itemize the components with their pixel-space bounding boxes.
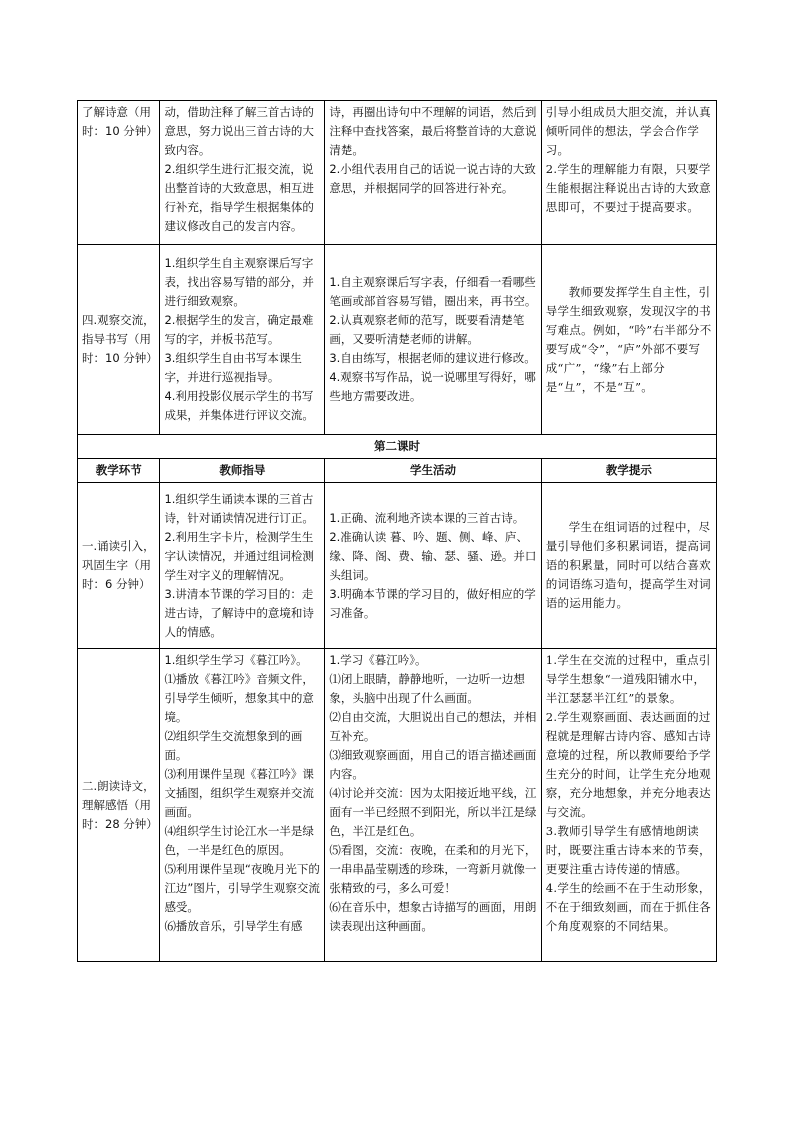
student-text: 诗，再圈出诗句中不理解的词语，然后到注释中查找答案，最后将整首诗的大意说清楚。	[329, 105, 537, 157]
student-cell	[325, 483, 541, 649]
student-text: ⑴闭上眼睛，静静地听，一边听一边想象，头脑中出现了什么画面。	[329, 672, 525, 705]
teacher-cell	[160, 483, 325, 649]
tips-text: 3.教师引导学生有感情地朗读时，既要注重古诗本来的节奏，更要注重古诗传递的情感。	[545, 824, 711, 876]
table-row	[78, 101, 717, 245]
student-cell	[325, 649, 541, 962]
student-text: ⑶细致观察画面，用自己的语言描述画面内容。	[329, 748, 537, 781]
stage-label: 二.朗读诗文，理解感悟（用时：28 分钟）	[82, 778, 158, 831]
student-text: ⑸看图，交流：夜晚，在柔和的月光下，一串串晶莹剔透的珍珠，一弯新月就像一张精致的弓，多么可爱！	[329, 843, 537, 895]
teacher-text: 3.组织学生自由书写本课生字，并进行巡视指导。	[164, 351, 302, 384]
teacher-text: ⑴播放《暮江吟》音频文件，引导学生倾听，想象其中的意境。	[164, 672, 314, 724]
tips-text: 2.学生的理解能力有限，只要学生能根据注释说出古诗的大致意思即可，不要过于提高要求。	[545, 162, 711, 214]
teacher-text: 动，借助注释了解三首古诗的意思，努力说出三首古诗的大致内容。	[164, 105, 314, 157]
tips-text: 学生在组词语的过程中，尽量引导他们多积累词语，提高词语的积累量，同时可以结合喜欢的词语练习造句，提高学生对词语的运用能力。	[545, 520, 711, 610]
teacher-text: 1.组织学生学习《暮江吟》。	[164, 653, 308, 667]
header-stage: 教学环节	[78, 459, 160, 483]
teacher-text: ⑹播放音乐，引导学生有感	[164, 919, 303, 933]
tips-cell	[541, 101, 716, 245]
student-text: 1.自主观察课后写字表，仔细看一看哪些笔画或部首容易写错，圈出来，再书空。	[329, 275, 537, 308]
student-text: 2.准确认读 暮、吟、题、侧、峰、庐、缘、降、阁、费、输、瑟、骚、逊。并口头组词。	[329, 529, 537, 582]
header-tips: 教学提示	[541, 459, 716, 483]
student-text: 4.观察书写作品，说一说哪里写得好，哪些地方需要改进。	[329, 370, 536, 403]
header-row	[78, 459, 717, 483]
student-text: 2.认真观察老师的范写，既要看清楚笔画，又要听清楚老师的讲解。	[329, 313, 525, 346]
student-cell	[325, 101, 541, 245]
student-text: 3.自由练写，根据老师的建议进行修改。	[329, 351, 536, 365]
header-student: 学生活动	[325, 459, 541, 483]
lesson-plan-table	[77, 100, 717, 962]
teacher-text: ⑶利用课件呈现《暮江吟》课文插图，组织学生观察并交流画面。	[164, 767, 314, 819]
teacher-text: ⑷组织学生讨论江水一半是绿色，一半是红色的原因。	[164, 824, 314, 857]
teacher-text: 2.利用生字卡片，检测学生生字认读情况，并通过组词检测学生对字义的理解情况。	[164, 529, 314, 582]
session-title: 第二课时	[78, 435, 717, 459]
teacher-text: 2.根据学生的发言，确定最难写的字，并板书范写。	[164, 313, 314, 346]
student-text: 2.小组代表用自己的话说一说古诗的大致意思，并根据同学的回答进行补充。	[329, 162, 536, 195]
stage-label: 四.观察交流，指导书写（用时：10 分钟）	[82, 313, 158, 365]
stage-cell	[78, 649, 160, 962]
teacher-text: 2.组织学生进行汇报交流，说出整首诗的大致意思，相互进行补充，指导学生根据集体的建议修改自己的发言内容。	[164, 162, 314, 233]
session-row	[78, 435, 717, 459]
student-text: 3.明确本节课的学习目的，做好相应的学习准备。	[329, 586, 536, 620]
tips-text: 2.学生观察画面、表达画面的过程就是理解古诗内容、感知古诗意境的过程，所以教师要给予学生充分的时间，让学生充分地观察，充分地想象，并充分地表达与交流。	[545, 710, 711, 819]
table-row	[78, 483, 717, 649]
teacher-cell	[160, 101, 325, 245]
tips-cell	[541, 483, 716, 649]
student-text: ⑹在音乐中，想象古诗描写的画面，用朗读表现出这种画面。	[329, 900, 537, 933]
stage-label: 一.诵读引入，巩固生字（用时：6 分钟）	[82, 539, 155, 591]
tips-text: 引导小组成员大胆交流，并认真倾听同伴的想法，学会合作学习。	[545, 105, 711, 157]
stage-cell	[78, 245, 160, 435]
tips-text: 4.学生的绘画不在于生动形象，不在于细致刻画，而在于抓住各个角度观察的不同结果。	[545, 881, 711, 933]
teacher-text: ⑸利用课件呈现“夜晚月光下的江边”图片，引导学生观察交流感受。	[164, 862, 320, 914]
student-text: ⑵自由交流，大胆说出自己的想法，并相互补充。	[329, 710, 537, 743]
student-text: ⑷讨论并交流：因为太阳接近地平线，江面有一半已经照不到阳光，所以半江是绿色，半江是红色。	[329, 786, 537, 838]
student-text: 1.正确、流利地齐读本课的三首古诗。	[329, 510, 525, 525]
tips-cell	[541, 245, 716, 435]
stage-cell	[78, 483, 160, 649]
teacher-cell	[160, 649, 325, 962]
student-text: 1.学习《暮江吟》。	[329, 653, 427, 667]
stage-label: 了解诗意（用时：10 分钟）	[82, 105, 158, 138]
teacher-text: 1.组织学生诵读本课的三首古诗，针对诵读情况进行订正。	[164, 491, 314, 525]
tips-text: 1.学生在交流的过程中，重点引导学生想象“一道残阳铺水中，半江瑟瑟半江红”的景象。	[545, 653, 711, 705]
table-row	[78, 649, 717, 962]
stage-cell	[78, 101, 160, 245]
tips-cell	[541, 649, 716, 962]
teacher-text: 1.组织学生自主观察课后写字表，找出容易写错的部分，并进行细致观察。	[164, 256, 314, 308]
teacher-text: 3.讲清本节课的学习目的：走进古诗，了解诗中的意境和诗人的情感。	[164, 586, 314, 639]
header-teacher: 教师指导	[160, 459, 325, 483]
teacher-text: ⑵组织学生交流想象到的画面。	[164, 729, 303, 762]
teacher-cell	[160, 245, 325, 435]
tips-text: 教师要发挥学生自主性，引导学生细致观察，发现汉字的书写难点。例如，“吟”右半部分不要写成“令”，“庐”外部不要写成“广”，“缘”右上部分是“彑”，不是“互”。	[545, 284, 712, 394]
student-cell	[325, 245, 541, 435]
teacher-text: 4.利用投影仪展示学生的书写成果，并集体进行评议交流。	[164, 389, 314, 422]
table-row	[78, 245, 717, 435]
